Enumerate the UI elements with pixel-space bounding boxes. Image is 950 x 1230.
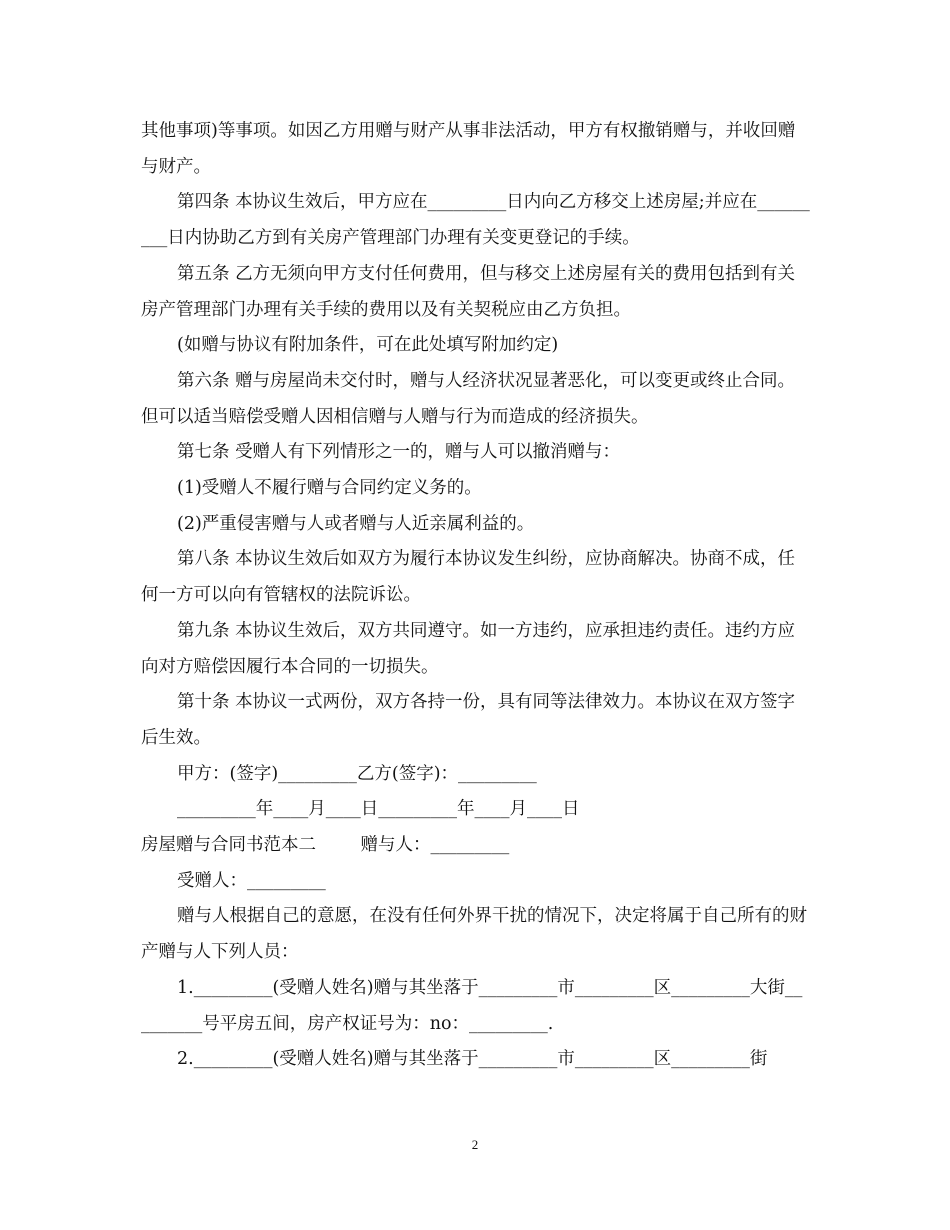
page-number: 2: [471, 1137, 479, 1152]
paragraph-intro: 赠与人根据自己的意愿，在没有任何外界干扰的情况下，决定将属于自己所有的财产赠与人下列人员：: [141, 906, 807, 963]
document-body: [141, 114, 811, 1078]
paragraph: 其他事项)等事项。如因乙方用赠与财产从事非法活动，甲方有权撤销赠与，并收回赠与财产。: [141, 121, 796, 177]
section-title: 房屋赠与合同书范本二 赠与人：_________: [141, 835, 510, 856]
signature-line: 甲方：(签字)_________乙方(签字)：_________: [177, 763, 537, 784]
paragraph-article-6: 第六条 赠与房屋尚未交付时，赠与人经济状况显著恶化，可以变更或终止合同。但可以适当赔偿受赠人因相信赠与人赠与行为而造成的经济损失。: [141, 370, 796, 427]
paragraph-article-10: 第十条 本协议一式两份，双方各持一份，具有同等法律效力。本协议在双方签字后生效。: [141, 692, 796, 748]
paragraph-article-9: 第九条 本协议生效后，双方共同遵守。如一方违约，应承担违约责任。违约方应向对方赔偿因履行本合同的一切损失。: [141, 620, 796, 677]
paragraph-article-8: 第八条 本协议生效后如双方为履行本协议发生纠纷，应协商解决。协商不成，任何一方可以向有管辖权的法院诉讼。: [141, 549, 796, 606]
list-item: 2._________(受赠人姓名)赠与其坐落于_________市_________区_________街: [177, 1049, 768, 1070]
paragraph-article-5: 第五条 乙方无须向甲方支付任何费用，但与移交上述房屋有关的费用包括到有关房产管理部门办理有关手续的费用以及有关契税应由乙方负担。: [141, 263, 796, 320]
list-item: (1)受赠人不履行赠与合同约定义务的。: [177, 478, 482, 499]
list-item: (2)严重侵害赠与人或者赠与人近亲属利益的。: [177, 513, 535, 534]
recipient-line: 受赠人：_________: [177, 870, 326, 891]
list-item: 1._________(受赠人姓名)赠与其坐落于_________市_________区_________大街_________号平房五间，房产权证号为：no：_________.: [141, 977, 803, 1034]
paragraph-note: (如赠与协议有附加条件，可在此处填写附加约定): [177, 335, 559, 356]
date-line: _________年____月____日_________年____月____日: [177, 799, 580, 820]
paragraph-article-7: 第七条 受赠人有下列情形之一的，赠与人可以撤消赠与：: [177, 442, 621, 463]
paragraph-article-4: 第四条 本协议生效后，甲方应在_________日内向乙方移交上述房屋;并应在_________日内协助乙方到有关房产管理部门办理有关变更登记的手续。: [141, 192, 810, 249]
